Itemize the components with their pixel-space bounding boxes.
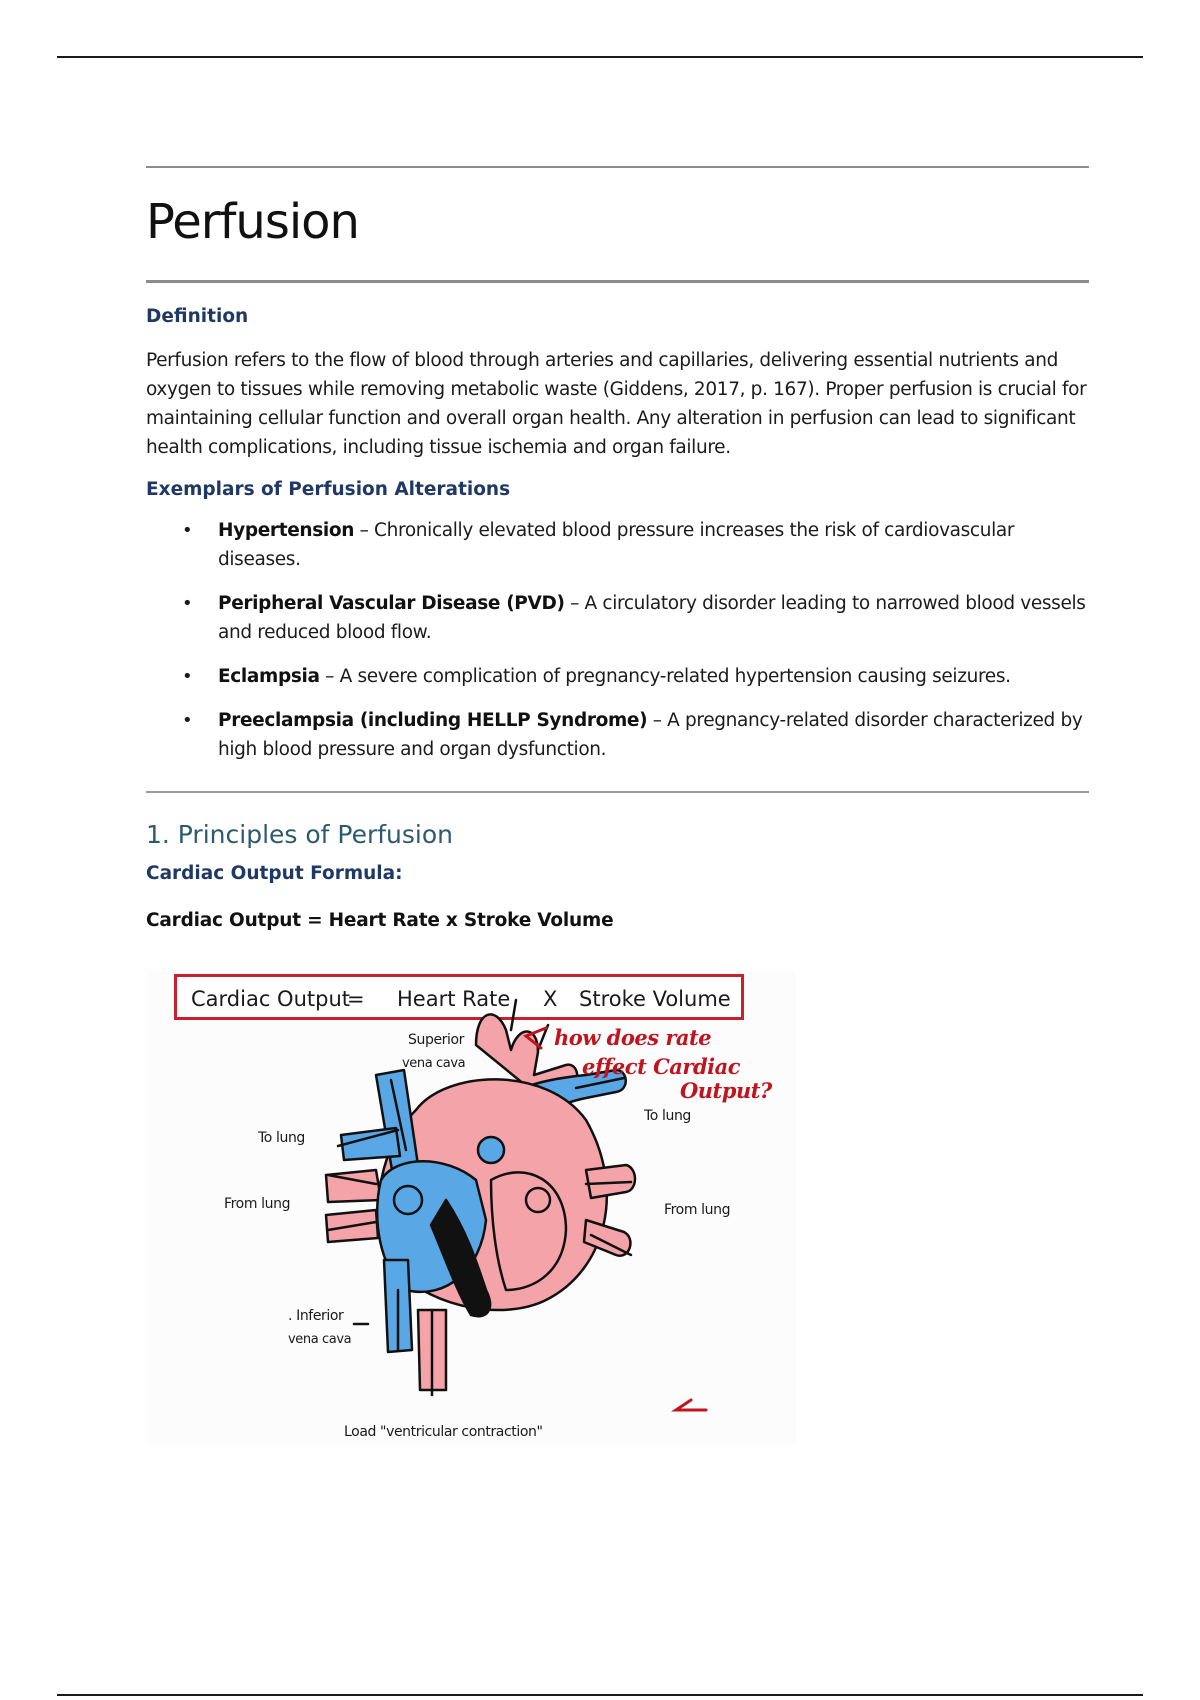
page-title: Perfusion [146, 194, 359, 250]
box-times: X [543, 987, 558, 1011]
page-bottom-rule [57, 1694, 1143, 1696]
tricuspid-valve [394, 1186, 422, 1214]
list-item [146, 706, 1089, 764]
label-from-lung-left: From lung [224, 1196, 291, 1212]
list-item [146, 662, 1089, 691]
list-item-term: Peripheral Vascular Disease (PVD) [218, 593, 565, 614]
list-item-desc: – A severe complication of pregnancy-related hypertension causing seizures. [319, 666, 1011, 687]
label-inferior: . Inferior [288, 1308, 344, 1324]
list-item [146, 589, 1089, 647]
box-term-heart-rate: Heart Rate [397, 987, 511, 1011]
section-heading-principles: 1. Principles of Perfusion [146, 820, 454, 849]
bullet-icon: • [182, 593, 193, 614]
bullet-icon: • [182, 520, 193, 541]
list-item-term: Preeclampsia (including HELLP Syndrome) [218, 710, 648, 731]
heart-diagram [146, 970, 796, 1445]
label-bottom-note: Load "ventricular contraction" [344, 1424, 543, 1440]
label-to-lung-left: To lung [258, 1130, 305, 1146]
list-item-term: Hypertension [218, 520, 355, 541]
page-top-rule [57, 56, 1143, 58]
list-item-term: Eclampsia [218, 666, 320, 687]
formula-heading: Cardiac Output Formula: [146, 863, 403, 884]
left-pulmonary-vein-upper [326, 1170, 381, 1202]
document-body [146, 166, 1089, 931]
list-item-desc: – A circulatory disorder leading to narrowed blood vessels and reduced blood flow. [218, 593, 1086, 643]
definition-paragraph: Perfusion refers to the flow of blood through arteries and capillaries, delivering essential nutrients and oxygen to tissues while removing metabolic waste (Giddens, 2017, p. 167). Proper perfusion is crucial for maintaining cellular function and overall organ health. Any alteration in perfusion can lead to significant health complications, including tissue ischemia and organ failure. [146, 350, 1087, 458]
title-bottom-rule [146, 280, 1089, 283]
handwritten-note-line2: effect Cardiac [582, 1054, 741, 1079]
box-term-stroke-volume: Stroke Volume [579, 987, 731, 1011]
handwritten-note-line3: Output? [680, 1078, 772, 1103]
list-item [146, 516, 1089, 574]
box-equals: = [347, 987, 365, 1011]
label-to-lung-right: To lung [644, 1108, 691, 1124]
box-term-cardiac-output: Cardiac Output [191, 987, 350, 1011]
exemplars-list [146, 516, 1089, 764]
section-divider [146, 791, 1089, 793]
bullet-icon: • [182, 710, 193, 731]
bullet-icon: • [182, 666, 193, 687]
list-item-desc: – A pregnancy-related disorder characterized by high blood pressure and organ dysfunction. [218, 710, 1083, 760]
definition-heading: Definition [146, 306, 249, 327]
label-superior-vena-cava: vena cava [402, 1056, 466, 1071]
exemplars-heading: Exemplars of Perfusion Alterations [146, 479, 511, 500]
mitral-valve [526, 1188, 550, 1212]
pulmonary-valve [478, 1137, 504, 1163]
formula-text: Cardiac Output = Heart Rate x Stroke Volume [146, 910, 614, 931]
bottom-annotation-arrow-icon [676, 1400, 706, 1410]
list-item-desc: – Chronically elevated blood pressure increases the risk of cardiovascular diseases. [218, 520, 1015, 570]
label-from-lung-right: From lung [664, 1202, 731, 1218]
handwritten-note-line1: how does rate [554, 1025, 712, 1050]
label-superior: Superior [408, 1032, 465, 1048]
label-inferior-vena-cava: vena cava [288, 1332, 352, 1347]
title-top-rule [146, 166, 1089, 168]
